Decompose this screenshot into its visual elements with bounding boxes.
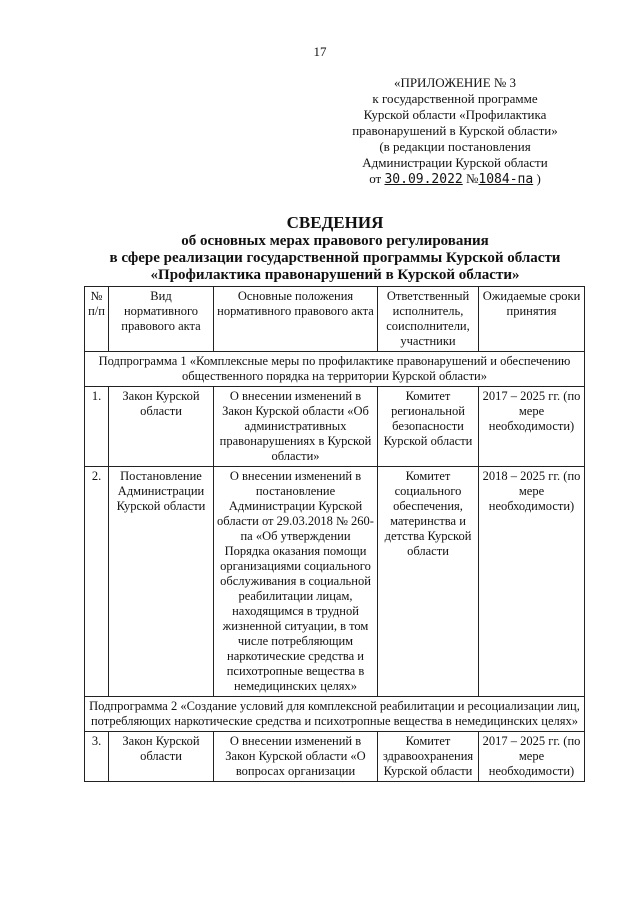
header-num: № п/п [85, 287, 109, 352]
table-row [85, 467, 585, 697]
cell-executor: Комитет здравоохранения Курской области [378, 732, 479, 782]
header-provisions: Основные положения нормативного правового акта [214, 287, 378, 352]
cell-provisions: О внесении изменений в Закон Курской области «Об административных правонарушениях в Курской области» [214, 387, 378, 467]
cell-dates: 2017 – 2025 гг. (по мере необходимости) [479, 387, 585, 467]
appendix-line: (в редакции постановления [379, 139, 531, 154]
appendix-line: Администрации Курской области [362, 155, 548, 170]
closing-paren: ) [536, 171, 541, 186]
appendix-line: к государственной программе [372, 91, 538, 106]
table-row [85, 387, 585, 467]
title-line: СВЕДЕНИЯ [286, 213, 384, 232]
appendix-line: правонарушений в Курской области» [352, 123, 558, 138]
header-dates: Ожидаемые сроки принятия [479, 287, 585, 352]
title-line: об основных мерах правового регулирования [181, 233, 489, 249]
cell-type: Постановление Администрации Курской области [109, 467, 214, 697]
measures-table [84, 286, 585, 782]
header-executor: Ответственный исполнитель, соисполнители, участники [378, 287, 479, 352]
subprogram-1: Подпрограмма 1 «Комплексные меры по профилактике правонарушений и обеспечению общественного порядка на территории Курской области» [85, 352, 585, 387]
cell-provisions: О внесении изменений в постановление Администрации Курской области от 29.03.2018 № 260-па «Об утверждении Порядка оказания помощи организациями социального обслуживания в социальной реабилитации лицам, находящимся в трудной жизненной ситуации, в том числе потребляющим наркотические средства и психотропные вещества в немедицинских целях» [214, 467, 378, 697]
resolution-number: 1084-па [478, 172, 534, 187]
page-number: 17 [313, 44, 327, 59]
appendix-line: «ПРИЛОЖЕНИЕ № 3 [393, 75, 517, 90]
cell-type: Закон Курской области [109, 732, 214, 782]
cell-num: 1. [85, 387, 109, 467]
cell-num: 2. [85, 467, 109, 697]
appendix-line: Курской области «Профилактика [363, 107, 547, 122]
title-line: в сфере реализации государственной программы Курской области [109, 250, 561, 266]
cell-provisions: О внесении изменений в Закон Курской области «О вопросах организации [214, 732, 378, 782]
subprogram-row [85, 352, 585, 387]
title-line: «Профилактика правонарушений в Курской области» [150, 267, 520, 283]
subprogram-row [85, 697, 585, 732]
cell-type: Закон Курской области [109, 387, 214, 467]
cell-executor: Комитет региональной безопасности Курской области [378, 387, 479, 467]
resolution-date: 30.09.2022 [384, 172, 463, 187]
cell-dates: 2018 – 2025 гг. (по мере необходимости) [479, 467, 585, 697]
table-header-row [85, 287, 585, 352]
subprogram-2: Подпрограмма 2 «Создание условий для комплексной реабилитации и ресоциализации лиц, потребляющих наркотические средства и психотропные вещества в немедицинских целях» [85, 697, 585, 732]
number-prefix: № [466, 171, 479, 186]
header-type: Вид нормативного правового акта [109, 287, 214, 352]
date-prefix: от [369, 171, 382, 186]
cell-dates: 2017 – 2025 гг. (по мере необходимости) [479, 732, 585, 782]
table-row [85, 732, 585, 782]
appendix-date-line [330, 171, 580, 188]
document-title [40, 213, 630, 284]
cell-num: 3. [85, 732, 109, 782]
appendix-header [330, 75, 580, 188]
cell-executor: Комитет социального обеспечения, материнства и детства Курской области [378, 467, 479, 697]
